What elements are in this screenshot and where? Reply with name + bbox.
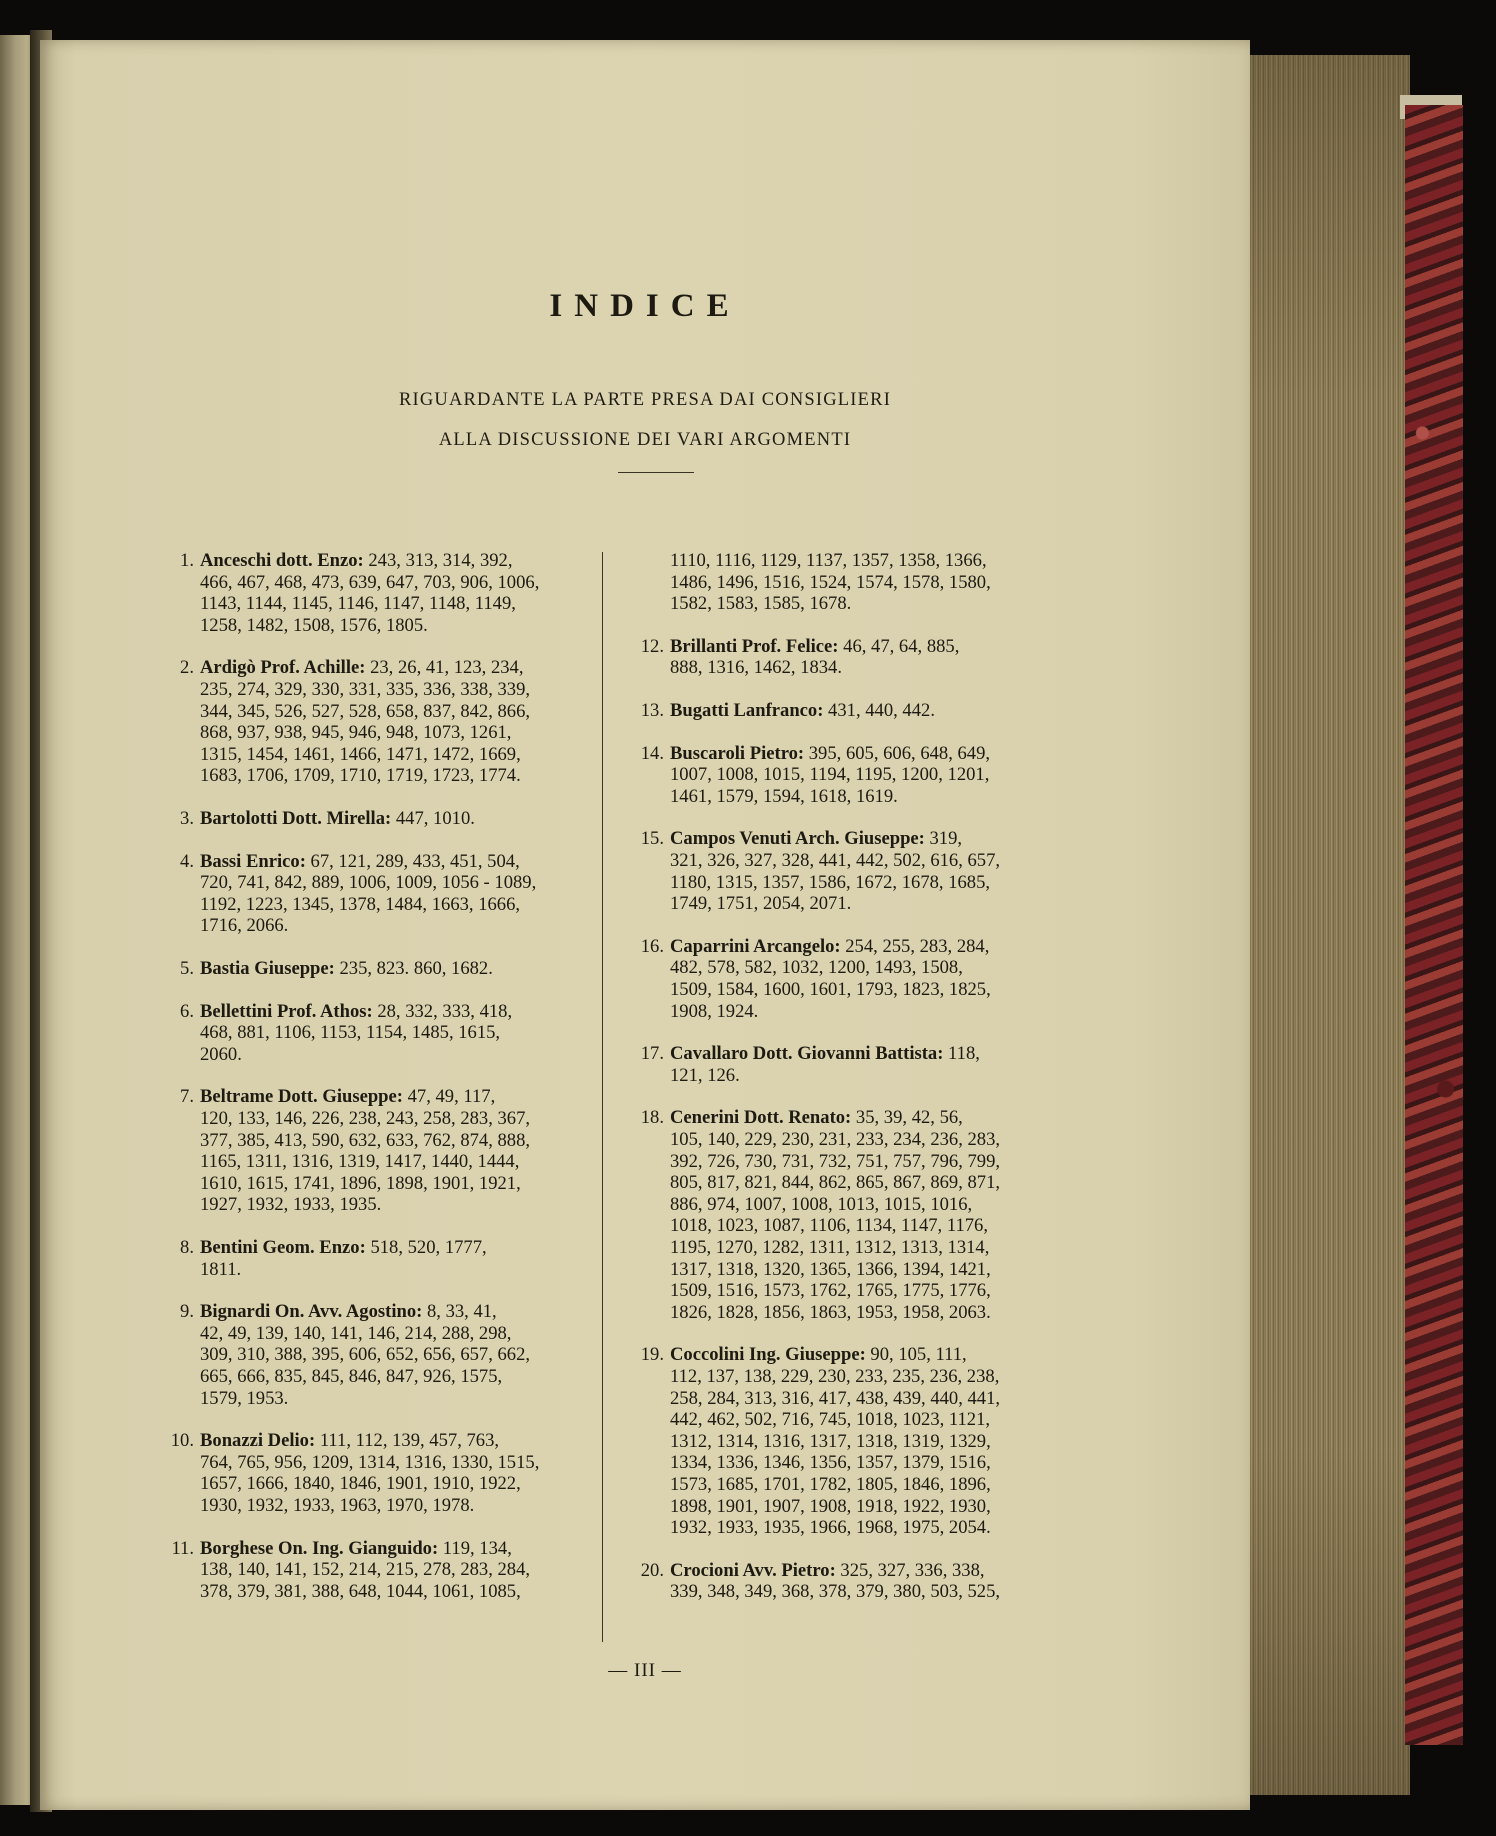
entry-number: 13. (640, 700, 664, 721)
entry-pages-line: 466, 467, 468, 473, 639, 647, 703, 906, 1006, (200, 571, 540, 593)
entry-number: 16. (640, 935, 664, 957)
entry-number: 3. (180, 808, 194, 829)
entry-pages-first: 23, 26, 41, 123, 234, (365, 657, 524, 679)
entry-first-line (150, 958, 604, 980)
entry-first-line (620, 1344, 1126, 1366)
entry-number: 6. (180, 1000, 194, 1022)
entry-pages-line: 112, 137, 138, 229, 230, 233, 235, 236, 238, (670, 1365, 1000, 1387)
index-entry (620, 700, 1126, 722)
entry-pages-line: 868, 937, 938, 945, 946, 948, 1073, 1261, (200, 722, 512, 744)
index-entry (620, 828, 1126, 914)
index-entry (150, 1430, 604, 1516)
entry-number: 9. (180, 1301, 194, 1323)
index-entry (150, 958, 604, 980)
entry-pages-line: 1195, 1270, 1282, 1311, 1312, 1313, 1314, (670, 1236, 990, 1258)
councillor-name: Buscaroli Pietro: (670, 742, 805, 764)
councillor-name: Caparrini Arcangelo: (670, 935, 841, 957)
index-entry (150, 1086, 604, 1216)
entry-first-line (150, 1301, 604, 1323)
councillor-name: Campos Venuti Arch. Giuseppe: (670, 828, 925, 850)
entry-pages-line: 1683, 1706, 1709, 1710, 1719, 1723, 1774. (200, 765, 521, 787)
entry-pages-line: 1192, 1223, 1345, 1378, 1484, 1663, 1666, (200, 893, 521, 915)
entry-pages-first: 431, 440, 442. (823, 700, 935, 721)
entry-pages-line: 1007, 1008, 1015, 1194, 1195, 1200, 1201, (670, 764, 990, 786)
entry-pages-line: 1334, 1336, 1346, 1356, 1357, 1379, 1516, (670, 1452, 991, 1474)
marbled-binding (1405, 105, 1463, 1745)
councillor-name: Borghese On. Ing. Gianguido: (200, 1537, 439, 1559)
index-entry (150, 1301, 604, 1409)
index-entry (620, 1107, 1126, 1323)
councillor-name: Cenerini Dott. Renato: (670, 1107, 852, 1129)
entry-pages-line: 105, 140, 229, 230, 231, 233, 234, 236, 283, (670, 1128, 1001, 1150)
councillor-name: Bugatti Lanfranco: (670, 700, 824, 721)
entry-pages-line: 309, 310, 388, 395, 606, 652, 656, 657, 662, (200, 1344, 531, 1366)
entry-pages-line: 1573, 1685, 1701, 1782, 1805, 1846, 1896, (670, 1473, 991, 1495)
entry-pages-first: 47, 49, 117, (402, 1086, 496, 1108)
entry-pages-line: 482, 578, 582, 1032, 1200, 1493, 1508, (670, 957, 963, 979)
entry-first-line (150, 1237, 604, 1259)
entry-pages-first: 67, 121, 289, 433, 451, 504, (305, 850, 520, 872)
entry-pages-line: 1811. (200, 1258, 242, 1280)
entry-pages-first: 395, 605, 606, 648, 649, (804, 742, 991, 764)
entry-pages-line: 121, 126. (670, 1064, 740, 1086)
index-entry (620, 743, 1126, 808)
entry-pages-line: 1509, 1516, 1573, 1762, 1765, 1775, 1776, (670, 1280, 991, 1302)
entry-number: 5. (180, 958, 194, 979)
entry-first-line (150, 851, 604, 873)
entry-number: 8. (180, 1237, 194, 1258)
entry-pages-line: 442, 462, 502, 716, 745, 1018, 1023, 1121, (670, 1409, 991, 1431)
subtitle-line-2: ALLA DISCUSSIONE DEI VARI ARGOMENTI (438, 430, 852, 450)
entry-pages-line: 1018, 1023, 1087, 1106, 1134, 1147, 1176, (670, 1215, 988, 1237)
entry-number: 18. (640, 1107, 664, 1129)
entry-first-line (150, 1086, 604, 1108)
entry-pages-line: 138, 140, 141, 152, 214, 215, 278, 283, 284, (200, 1559, 531, 1581)
entry-pages-line: 321, 326, 327, 328, 441, 442, 502, 616, 657, (670, 849, 1001, 871)
entry-pages-line: 888, 1316, 1462, 1834. (670, 657, 842, 679)
entry-first-line (150, 657, 604, 679)
entry-pages-first: 35, 39, 42, 56, (851, 1107, 963, 1129)
index-entry (150, 851, 604, 937)
councillor-name: Bartolotti Dott. Mirella: (200, 808, 392, 829)
entry-pages-line: 1932, 1933, 1935, 1966, 1968, 1975, 2054. (670, 1517, 991, 1539)
entry-pages-line: 339, 348, 349, 368, 378, 379, 380, 503, 525, (670, 1581, 1001, 1603)
entry-number: 20. (640, 1559, 664, 1581)
entry-number: 15. (640, 828, 664, 850)
entry-first-line (620, 1043, 1126, 1065)
councillor-name: Coccolini Ing. Giuseppe: (670, 1344, 866, 1366)
entry-pages-first: 28, 332, 333, 418, (372, 1000, 513, 1022)
entry-pages-first: 8, 33, 41, (422, 1301, 497, 1323)
entry-pages-first: 46, 47, 64, 885, (838, 635, 960, 657)
councillor-name: Bastia Giuseppe: (200, 958, 335, 979)
councillor-name: Bassi Enrico: (200, 850, 306, 872)
entry-pages-line: 1930, 1932, 1933, 1963, 1970, 1978. (200, 1494, 475, 1516)
page-title: INDICE (549, 288, 741, 324)
index-entry (620, 1344, 1126, 1538)
entry-first-line (620, 936, 1126, 958)
entry-pages-first: 119, 134, (438, 1537, 512, 1559)
entry-pages-first: 447, 1010. (391, 808, 475, 829)
entry-first-line (150, 550, 604, 572)
entry-number: 17. (640, 1043, 664, 1065)
entry-first-line (620, 1560, 1126, 1582)
entry-pages-first: 254, 255, 283, 284, (840, 935, 990, 957)
entry-first-line (620, 743, 1126, 765)
entry-pages-line: 120, 133, 146, 226, 238, 243, 258, 283, 367, (200, 1107, 531, 1129)
councillor-name: Bellettini Prof. Athos: (200, 1000, 373, 1022)
entry-pages-line: 1509, 1584, 1600, 1601, 1793, 1823, 1825, (670, 978, 991, 1000)
index-entry (150, 550, 604, 636)
entry-pages-first: 319, (924, 828, 963, 850)
index-entry (620, 1560, 1126, 1603)
entry-pages-first: 518, 520, 1777, (365, 1237, 487, 1258)
entry-pages-line: 1657, 1666, 1840, 1846, 1901, 1910, 1922, (200, 1473, 521, 1495)
entry-pages-line: 258, 284, 313, 316, 417, 438, 439, 440, 441, (670, 1387, 1001, 1409)
entry-pages-first: 118, (943, 1043, 980, 1065)
entry-first-line (150, 1538, 604, 1560)
councillor-name: Crocioni Avv. Pietro: (670, 1559, 836, 1581)
councillor-name: Beltrame Dott. Giuseppe: (200, 1086, 403, 1108)
entry-pages-line: 1716, 2066. (200, 915, 289, 937)
councillor-name: Anceschi dott. Enzo: (200, 550, 364, 571)
entry-number: 19. (640, 1344, 664, 1366)
entry-pages-first: 235, 823. 860, 1682. (334, 958, 493, 979)
entry-pages-line: 720, 741, 842, 889, 1006, 1009, 1056 - 1089, (200, 872, 537, 894)
entry-pages-line: 1486, 1496, 1516, 1524, 1574, 1578, 1580, (670, 571, 991, 593)
entry-pages-line: 886, 974, 1007, 1008, 1013, 1015, 1016, (670, 1193, 973, 1215)
entry-pages-line: 1826, 1828, 1856, 1863, 1953, 1958, 2063. (670, 1301, 991, 1323)
entry-first-line (620, 828, 1126, 850)
entry-pages-line: 1582, 1583, 1585, 1678. (670, 593, 852, 615)
entry-pages-first: 325, 327, 336, 338, (835, 1559, 985, 1581)
entry-pages-line: 1315, 1454, 1461, 1466, 1471, 1472, 1669, (200, 743, 521, 765)
entry-number: 11. (171, 1537, 194, 1559)
facing-page-edge (0, 35, 34, 1805)
entry-pages-line: 1908, 1924. (670, 1000, 759, 1022)
councillor-name: Bonazzi Delio: (200, 1430, 316, 1452)
entry-pages-line: 468, 881, 1106, 1153, 1154, 1485, 1615, (200, 1022, 501, 1044)
entry-pages-first: 111, 112, 139, 457, 763, (315, 1430, 500, 1452)
entry-pages-line: 1749, 1751, 2054, 2071. (670, 893, 852, 915)
entry-pages-line: 1898, 1901, 1907, 1908, 1918, 1922, 1930, (670, 1495, 991, 1517)
entry-pages-line: 378, 379, 381, 388, 648, 1044, 1061, 1085, (200, 1580, 521, 1602)
entry-pages-line: 764, 765, 956, 1209, 1314, 1316, 1330, 1515, (200, 1451, 540, 1473)
entry-pages-line: 235, 274, 329, 330, 331, 335, 336, 338, 339, (200, 678, 531, 700)
entry-pages-line: 1461, 1579, 1594, 1618, 1619. (670, 785, 898, 807)
index-entry (620, 936, 1126, 1022)
entry-number: 1. (180, 550, 194, 571)
entry-pages-first: 243, 313, 314, 392, (363, 550, 513, 571)
entry-first-line (620, 1107, 1126, 1129)
title-rule (618, 472, 694, 473)
index-entry (620, 1043, 1126, 1086)
index-entry (620, 636, 1126, 679)
entry-pages-line: 344, 345, 526, 527, 528, 658, 837, 842, 866, (200, 700, 531, 722)
entry-first-line (150, 1430, 604, 1452)
entry-pages-line: 805, 817, 821, 844, 862, 865, 867, 869, 871, (670, 1172, 1001, 1194)
entry-first-line (150, 1001, 604, 1023)
page-number: — III — (608, 1660, 682, 1681)
index-entry (150, 1001, 604, 1066)
entry-pages-line: 1579, 1953. (200, 1387, 289, 1409)
entry-pages-line: 1927, 1932, 1933, 1935. (200, 1194, 382, 1216)
entry-pages-line: 2060. (200, 1043, 242, 1065)
entry-pages-line: 1180, 1315, 1357, 1586, 1672, 1678, 1685, (670, 871, 991, 893)
subtitle-line-1: RIGUARDANTE LA PARTE PRESA DAI CONSIGLIERI (398, 390, 892, 410)
councillor-name: Bentini Geom. Enzo: (200, 1237, 366, 1258)
book-page (40, 40, 1250, 1810)
entry-pages-line: 1143, 1144, 1145, 1146, 1147, 1148, 1149, (200, 593, 516, 615)
page-block-shade (1240, 55, 1410, 1795)
index-entry-continuation (620, 550, 1126, 615)
entry-number: 7. (180, 1086, 194, 1108)
councillor-name: Ardigò Prof. Achille: (200, 657, 366, 679)
entry-pages-line: 42, 49, 139, 140, 141, 146, 214, 288, 298, (200, 1322, 512, 1344)
entry-number: 10. (170, 1430, 194, 1452)
index-entry (150, 808, 604, 830)
councillor-name: Cavallaro Dott. Giovanni Battista: (670, 1043, 944, 1065)
entry-pages-first: 90, 105, 111, (865, 1344, 967, 1366)
entry-number: 14. (640, 742, 664, 764)
entry-pages-line: 1312, 1314, 1316, 1317, 1318, 1319, 1329, (670, 1430, 991, 1452)
entry-first-line (620, 636, 1126, 658)
entry-pages-line: 1165, 1311, 1316, 1319, 1417, 1440, 1444, (200, 1151, 520, 1173)
entry-pages-line: 377, 385, 413, 590, 632, 633, 762, 874, 888, (200, 1129, 531, 1151)
entry-number: 12. (640, 635, 664, 657)
entry-first-line (150, 808, 604, 830)
entry-pages-line: 1610, 1615, 1741, 1896, 1898, 1901, 1921, (200, 1172, 521, 1194)
councillor-name: Brillanti Prof. Felice: (670, 635, 839, 657)
councillor-name: Bignardi On. Avv. Agostino: (200, 1301, 423, 1323)
entry-number: 4. (180, 850, 194, 872)
entry-pages-line: 1258, 1482, 1508, 1576, 1805. (200, 614, 428, 636)
index-entry (150, 657, 604, 787)
entry-pages-line: 665, 666, 835, 845, 846, 847, 926, 1575, (200, 1365, 503, 1387)
entry-first-line (620, 700, 1126, 722)
index-entry (150, 1538, 604, 1603)
entry-pages-line: 1110, 1116, 1129, 1137, 1357, 1358, 1366, (670, 550, 987, 571)
entry-pages-line: 1317, 1318, 1320, 1365, 1366, 1394, 1421, (670, 1258, 991, 1280)
entry-pages-line: 392, 726, 730, 731, 732, 751, 757, 796, 799, (670, 1150, 1001, 1172)
index-entry (150, 1237, 604, 1280)
entry-number: 2. (180, 657, 194, 679)
